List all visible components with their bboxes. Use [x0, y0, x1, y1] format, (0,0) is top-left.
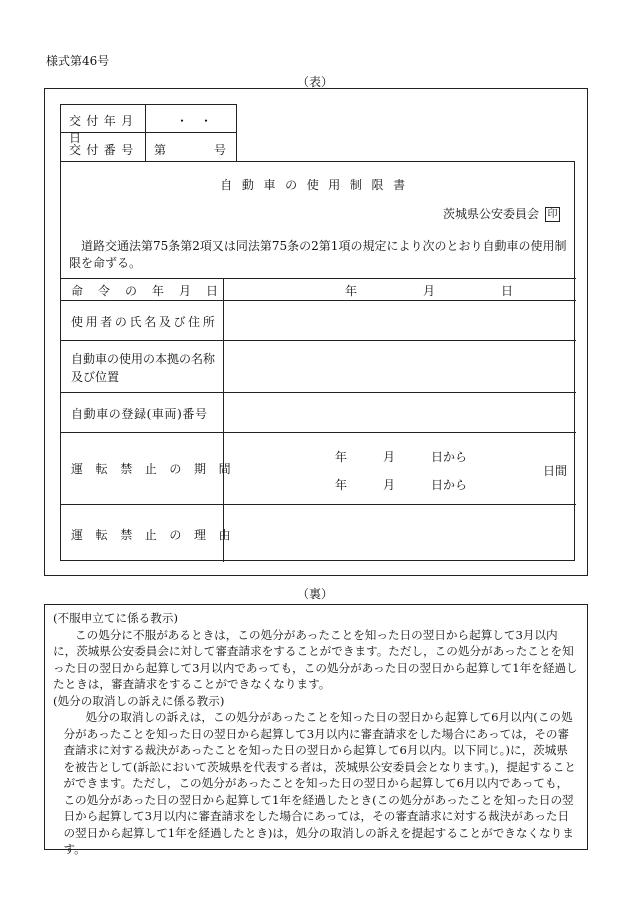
order-date-label [71, 282, 234, 299]
registration-label: 自動車の登録(車両)番号 [71, 407, 208, 421]
order-date-year: 年 [345, 284, 358, 298]
period-label: 運転禁止の期間 [71, 462, 244, 476]
base-label-2: 及び位置 [71, 370, 120, 384]
front-frame [44, 88, 588, 576]
revocation-heading: (処分の取消しの訴えに係る教示) [53, 693, 225, 708]
issue-number-value-cell[interactable] [145, 132, 237, 162]
user-field[interactable] [223, 300, 576, 340]
user-label: 使用者の氏名及び住所 [71, 315, 218, 329]
issue-date-label-cell [60, 104, 146, 145]
base-label-1: 自動車の使用の本拠の名称 [71, 352, 216, 366]
period-start-month: 月 [383, 450, 396, 464]
notice-box [60, 161, 575, 561]
issue-date-label: 交付年月日 [69, 114, 139, 145]
period-end-year: 年 [335, 478, 348, 492]
order-date-field[interactable] [223, 278, 576, 300]
order-date-label-text: 命令の年月日 [71, 284, 234, 298]
issue-number-label: 交付番号 [69, 143, 139, 157]
registration-field[interactable] [223, 392, 576, 432]
issue-date-value: ・ ・ [176, 114, 213, 128]
notice-title: 自動車の使用制限書 [220, 178, 415, 192]
objection-text: この処分に不服があるときは，この処分があったことを知った日の翌日から起算して3月以内に，茨城県公安委員会に対して審査請求をすることができます。ただし，この処分があったことを知った日の翌日から起算して3月以内であっても，この処分があった日の翌日から起算して1年を経過したときは，審査請求をすることができなくなります。 [53, 627, 578, 691]
period-end-from: 日から [431, 478, 468, 492]
back-side-label: （裏） [296, 587, 333, 601]
back-notes-box [44, 604, 588, 856]
issuer-line [443, 205, 560, 222]
issue-date-value-cell[interactable] [145, 104, 237, 133]
seal-icon: 印 [545, 207, 560, 222]
reason-label: 運転禁止の理由 [71, 528, 244, 542]
issue-number-prefix: 第 [154, 143, 167, 157]
period-field[interactable] [223, 432, 576, 504]
revocation-text: 処分の取消しの訴えは，この処分があったことを知った日の翌日から起算して6月以内(この処分があったことを知った日の翌日から起算して3月以内に審査請求をした場合にあっては，その審査請求に対する裁決があったことを知った日の翌日から起算して6月以内。以下同じ。)に，茨城県を被告として(訴訟において茨城県を代表する者は，茨城県公安委員会となります。)，提起することができます。ただし，この処分があったことを知った日の翌日から起算して6月以内であっても，この処分があった日の翌日から起算して1年を経過したとき(この処分があったことを知った日の翌日から起算して3月以内に審査請求をした場合にあっては，その審査請求に対する裁決があった日の翌日から起算して1年を経過したとき)は，処分の取消しの訴えを提起することができなくなります。 [63, 710, 576, 856]
objection-heading: (不服申立てに係る教示) [53, 611, 178, 625]
order-date-day: 日 [501, 284, 514, 298]
front-side-label: （表） [296, 75, 333, 89]
period-days: 日間 [543, 464, 568, 478]
issue-number-label-cell [60, 132, 146, 162]
period-start-year: 年 [335, 450, 348, 464]
period-start-from: 日から [431, 450, 468, 464]
reason-field[interactable] [223, 504, 576, 562]
base-field[interactable] [223, 340, 576, 392]
issuer-name: 茨城県公安委員会 [442, 207, 539, 221]
issue-number-suffix: 号 [214, 143, 227, 157]
form-number: 様式第46号 [46, 54, 110, 68]
notice-body: 道路交通法第75条第2項又は同法第75条の2第1項の規定により次のとおり自動車の使用制限を命ずる。 [69, 239, 567, 270]
order-date-month: 月 [423, 284, 436, 298]
period-end-month: 月 [383, 478, 396, 492]
